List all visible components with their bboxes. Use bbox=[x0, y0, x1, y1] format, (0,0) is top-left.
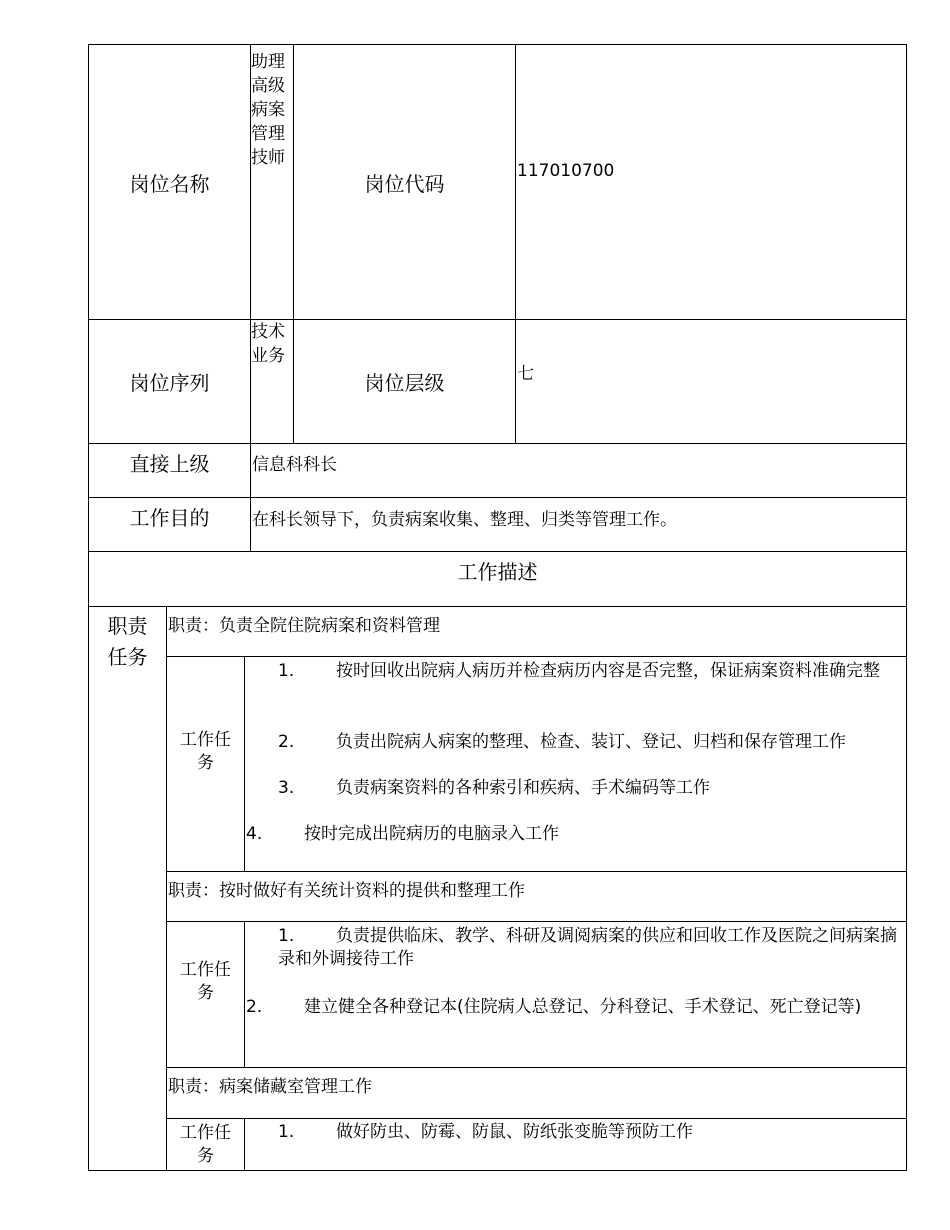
duty-3-title: 职责：病案储藏室管理工作 bbox=[166, 1067, 907, 1119]
purpose-value: 在科长领导下，负责病案收集、整理、归类等管理工作。 bbox=[250, 497, 907, 552]
duty-2-task-2-number: 2. bbox=[246, 997, 263, 1017]
duty-1-task-3 bbox=[278, 777, 900, 800]
duty-2-task-2-text: 建立健全各种登记本(住院病人总登记、分科登记、手术登记、死亡登记等) bbox=[304, 997, 862, 1017]
duty-3-task-list bbox=[244, 1118, 907, 1171]
supervisor-label: 直接上级 bbox=[88, 443, 251, 498]
duty-2-task-label bbox=[166, 921, 245, 1068]
duties-label-text: 职责任务 bbox=[107, 614, 148, 669]
duty-2-task-1 bbox=[278, 925, 900, 971]
duty-1-task-1-text: 按时回收出院病人病历并检查病历内容是否完整，保证病案资料准确完整 bbox=[336, 661, 880, 681]
position-sequence-label: 岗位序列 bbox=[88, 319, 251, 444]
position-code-value: 117010700 bbox=[515, 44, 907, 320]
duty-1-task-4 bbox=[246, 823, 900, 846]
duty-1-task-2-text: 负责出院病人病案的整理、检查、装订、登记、归档和保存管理工作 bbox=[336, 732, 846, 752]
purpose-label: 工作目的 bbox=[88, 497, 251, 552]
duty-2-task-1-text: 负责提供临床、教学、科研及调阅病案的供应和回收工作及医院之间病案摘录和外调接待工作 bbox=[278, 926, 897, 969]
position-code-label: 岗位代码 bbox=[293, 44, 516, 320]
duty-1-task-2-number: 2. bbox=[278, 732, 295, 752]
duty-1-task-3-text: 负责病案资料的各种索引和疾病、手术编码等工作 bbox=[336, 778, 710, 798]
position-sequence-value: 技术业务 bbox=[250, 319, 294, 444]
position-name-label: 岗位名称 bbox=[88, 44, 251, 320]
duty-1-task-4-text: 按时完成出院病历的电脑录入工作 bbox=[304, 824, 559, 844]
duty-1-task-1-number: 1. bbox=[278, 661, 295, 681]
duty-3-task-1 bbox=[278, 1121, 900, 1144]
duty-3-task-1-number: 1. bbox=[278, 1122, 295, 1142]
duty-3-task-label-text: 工作任务 bbox=[180, 1123, 231, 1166]
duty-2-task-1-number: 1. bbox=[278, 926, 295, 946]
supervisor-value: 信息科科长 bbox=[250, 443, 907, 498]
position-level-label: 岗位层级 bbox=[293, 319, 516, 444]
duties-label bbox=[88, 606, 167, 1171]
duty-1-task-label-text: 工作任务 bbox=[180, 730, 231, 773]
duty-2-title: 职责：按时做好有关统计资料的提供和整理工作 bbox=[166, 871, 907, 922]
duty-1-task-1 bbox=[278, 660, 900, 683]
duty-1-task-label bbox=[166, 656, 245, 872]
duty-2-task-list bbox=[244, 921, 907, 1068]
duty-3-task-label bbox=[166, 1118, 245, 1171]
duty-1-task-list bbox=[244, 656, 907, 872]
duty-1-task-3-number: 3. bbox=[278, 778, 295, 798]
duty-1-task-4-number: 4. bbox=[246, 824, 263, 844]
duty-1-task-2 bbox=[278, 731, 908, 754]
position-level-value: 七 bbox=[515, 319, 907, 444]
work-description-title: 工作描述 bbox=[88, 551, 907, 607]
duty-1-title: 职责：负责全院住院病案和资料管理 bbox=[166, 606, 907, 657]
duty-2-task-label-text: 工作任务 bbox=[180, 960, 231, 1003]
duty-2-task-2 bbox=[246, 996, 896, 1019]
duty-3-task-1-text: 做好防虫、防霉、防鼠、防纸张变脆等预防工作 bbox=[336, 1122, 693, 1142]
position-name-value: 助理高级病案管理技师 bbox=[250, 44, 294, 320]
